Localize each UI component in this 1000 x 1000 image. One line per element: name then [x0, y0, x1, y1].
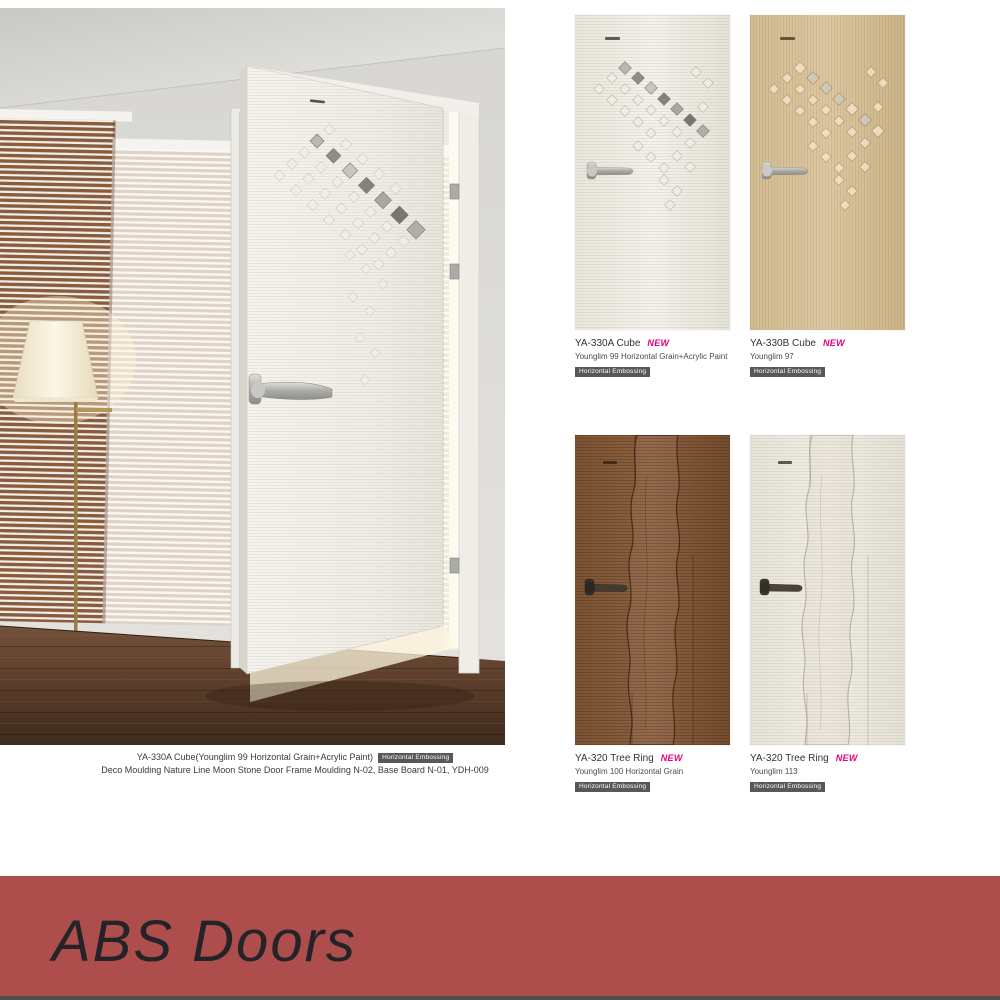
open-door: [240, 66, 443, 674]
new-flag: NEW: [835, 753, 858, 763]
new-flag: NEW: [660, 753, 683, 763]
hero-caption-badge: Horizontal Embossing: [378, 753, 453, 763]
hinge: [450, 558, 459, 573]
hinge: [450, 264, 459, 279]
swatch-image-treering-white: [750, 435, 905, 745]
room-photo-illustration: [0, 8, 505, 745]
banner-title: ABS Doors: [52, 909, 357, 974]
hero-caption-line2: Deco Moulding Nature Line Moon Stone Door Frame Moulding N-02, Base Board N-01, YDH-009: [101, 765, 489, 775]
door-top-mark: [605, 37, 620, 40]
footer-banner: [0, 876, 1000, 1000]
product-finish: Younglim 97: [750, 352, 794, 361]
product-badge: Horizontal Embossing: [750, 782, 825, 792]
tree-ring-pattern: [802, 435, 854, 745]
new-flag: NEW: [822, 338, 845, 348]
new-flag: NEW: [647, 338, 670, 348]
product-finish: Younglim 99 Horizontal Grain+Acrylic Paint: [575, 352, 728, 361]
product-model: YA-320 Tree Ring: [750, 753, 829, 764]
door-top-mark: [778, 461, 792, 464]
product-model: YA-330B Cube: [750, 338, 816, 349]
door-top-mark: [780, 37, 795, 40]
swatch-image-treering-brown: [575, 435, 730, 745]
swatch-image-cube-tan: [750, 15, 905, 330]
hinge: [450, 184, 459, 199]
product-finish: Younglim 100 Horizontal Grain: [575, 767, 684, 776]
hero-caption-line1: YA-330A Cube(Younglim 99 Horizontal Grain+Acrylic Paint): [136, 752, 374, 762]
product-finish: Younglim 113: [750, 767, 798, 776]
hero-caption: [60, 751, 530, 777]
swatch-image-cube-white: [575, 15, 730, 330]
product-model: YA-330A Cube: [575, 338, 641, 349]
product-badge: Horizontal Embossing: [750, 367, 825, 377]
page-edge-strip: [0, 996, 1000, 1000]
product-card-ya330b: [750, 15, 905, 379]
tree-ring-pattern: [627, 435, 679, 745]
door-top-mark: [603, 461, 617, 464]
product-card-ya320-brown: [575, 435, 730, 794]
product-model: YA-320 Tree Ring: [575, 753, 654, 764]
product-badge: Horizontal Embossing: [575, 782, 650, 792]
hero-photo: [0, 8, 505, 745]
product-badge: Horizontal Embossing: [575, 367, 650, 377]
product-card-ya330a: [575, 15, 730, 379]
product-card-ya320-white: [750, 435, 905, 794]
